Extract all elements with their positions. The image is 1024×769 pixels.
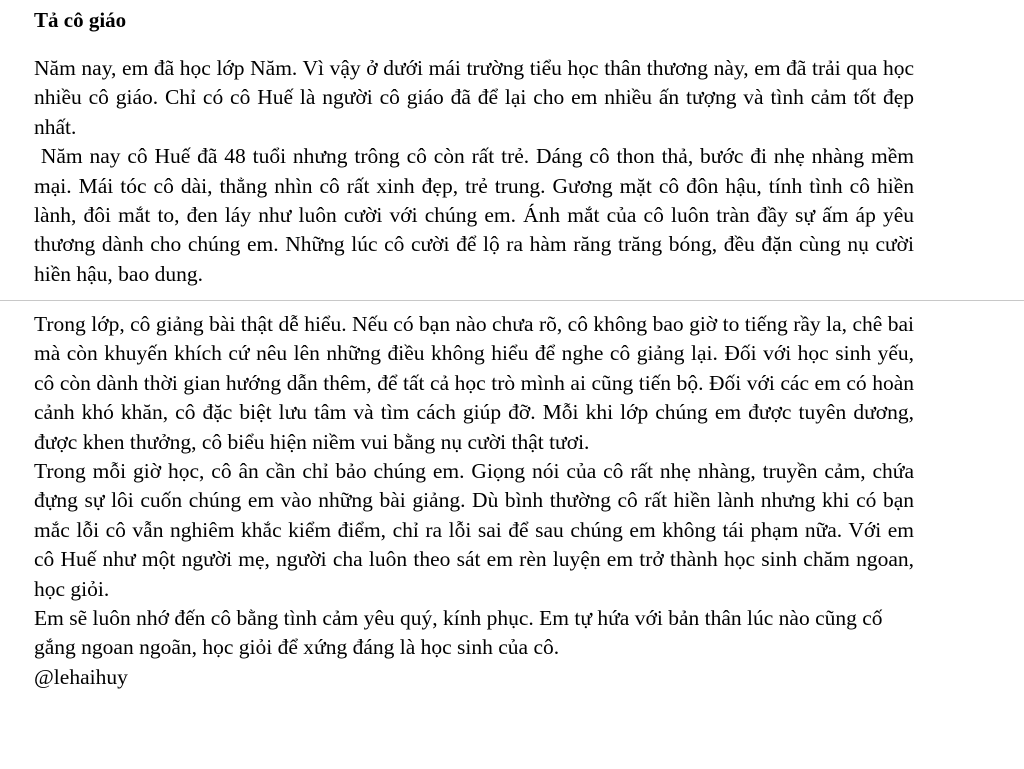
page-break-divider [0,300,1024,301]
author-signature: @lehaihuy [34,664,128,689]
paragraph-appearance: Năm nay cô Huế đã 48 tuổi nhưng trông cô còn rất trẻ. Dáng cô thon thả, bước đi nhẹ nhàng mềm mại. Mái tóc cô dài, thẳng nhìn cô rất xinh đẹp, trẻ trung. Gương mặt cô đôn hậu, tính tình cô hiền lành, đôi mắt to, đen láy như luôn cười với chúng em. Ánh mắt của cô luôn tràn đầy sự ấm áp yêu thương dành cho chúng em. Những lúc cô cười để lộ ra hàm răng trăng bóng, đều đặn cùng nụ cười hiền hậu, bao dung. [34,144,920,286]
document-page-bottom [34,310,914,692]
document-title: Tả cô giáo [34,8,127,32]
document-page-top [34,6,920,289]
paragraph-intro: Năm nay, em đã học lớp Năm. Vì vậy ở dưới mái trường tiểu học thân thương này, em đã trải qua học nhiều cô giáo. Chỉ có cô Huế là người cô giáo đã để lại cho em nhiều ấn tượng và tình cảm tốt đẹp nhất. [34,56,914,139]
paragraph-conclusion: Em sẽ luôn nhớ đến cô bằng tình cảm yêu quý, kính phục. Em tự hứa với bản thân lúc nào cũng cố gắng ngoan ngoãn, học giỏi để xứng đáng là học sinh của cô. [34,606,883,660]
paragraph-lessons: Trong mỗi giờ học, cô ân cần chỉ bảo chúng em. Giọng nói của cô rất nhẹ nhàng, truyền cảm, chứa đựng sự lôi cuốn chúng em vào những bài giảng. Dù bình thường cô rất hiền lành nhưng khi có bạn mắc lỗi cô vẫn nghiêm khắc kiểm điểm, chỉ ra lỗi sai để sau chúng em không tái phạm nữa. Với em cô Huế như một người mẹ, người cha luôn theo sát em rèn luyện em trở thành học sinh chăm ngoan, học giỏi. [34,459,914,601]
paragraph-teaching: Trong lớp, cô giảng bài thật dễ hiểu. Nếu có bạn nào chưa rõ, cô không bao giờ to tiếng rầy la, chê bai mà còn khuyến khích cứ nêu lên những điều không hiểu để nghe cô giảng lại. Đối với học sinh yếu, cô còn dành thời gian hướng dẫn thêm, để tất cả học trò mình ai cũng tiến bộ. Đối với các em có hoàn cảnh khó khăn, cô đặc biệt lưu tâm và tìm cách giúp đỡ. Mỗi khi lớp chúng em được tuyên dương, được khen thưởng, cô biểu hiện niềm vui bằng nụ cười thật tươi. [34,312,914,454]
